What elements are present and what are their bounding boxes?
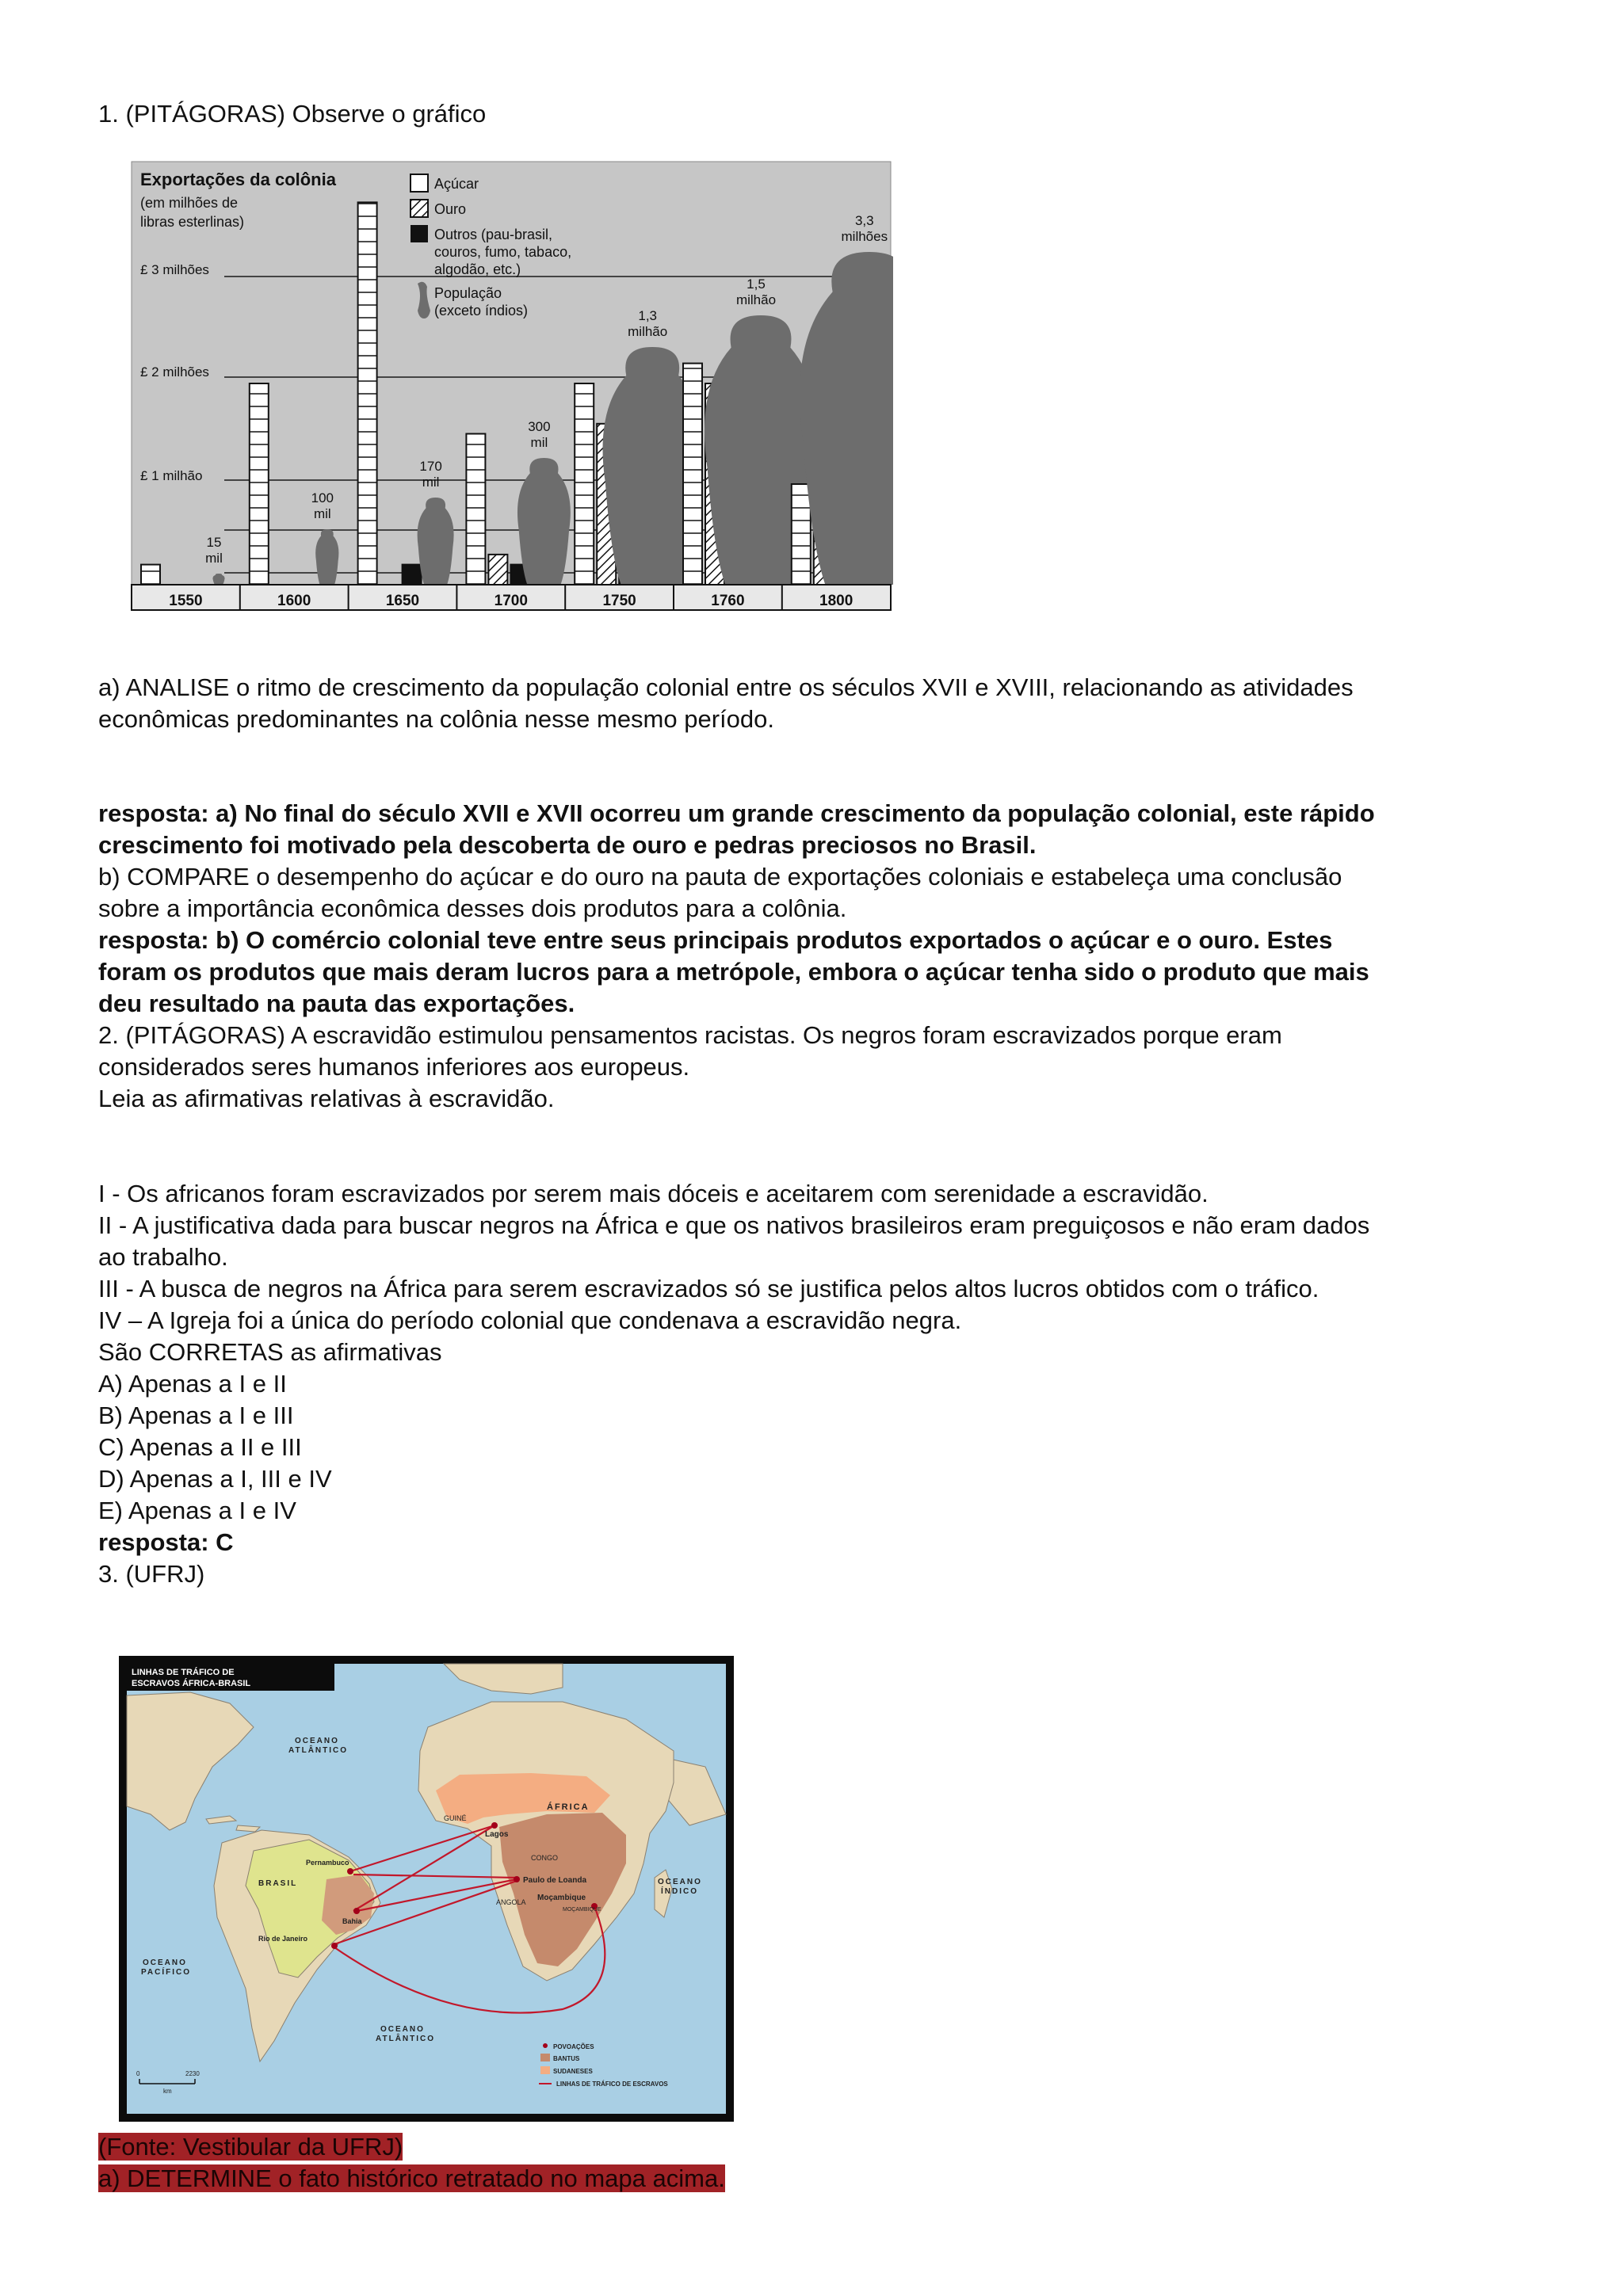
x-tick-label: 1760	[711, 593, 745, 609]
legend-population-label: (exceto índios)	[434, 303, 529, 318]
map-title-line2: ESCRAVOS ÁFRICA-BRASIL	[132, 1679, 251, 1688]
label-ocean-pacific: OCEANO	[143, 1958, 187, 1967]
population-label: 100	[311, 490, 334, 505]
x-tick-label: 1750	[602, 593, 636, 609]
label-brasil: BRASIL	[258, 1879, 298, 1888]
bar-sugar	[358, 202, 377, 585]
label-ocean-atlantic-south: ATLÂNTICO	[376, 2035, 436, 2043]
population-label: 3,3	[854, 213, 874, 228]
q2-option-e: E) Apenas a I e IV	[98, 1497, 296, 1524]
x-tick-label: 1600	[277, 593, 311, 609]
label-ocean-atlantic-north: OCEANO	[295, 1737, 339, 1745]
legend-sugar-label: Açúcar	[434, 176, 479, 192]
label-rio: Rio de Janeiro	[258, 1935, 308, 1943]
legend-sudaneses: SUDANESES	[553, 2068, 593, 2075]
label-pernambuco: Pernambuco	[306, 1859, 349, 1867]
slave-trade-map	[119, 1656, 734, 2122]
bar-sugar	[466, 434, 485, 585]
bar-sugar	[250, 383, 269, 585]
chart-subtitle-1: (em milhões de	[140, 195, 239, 211]
label-africa: ÁFRICA	[547, 1802, 590, 1812]
population-label: 1,5	[747, 277, 766, 292]
population-label: 300	[528, 419, 551, 434]
chart-subtitle-2: libras esterlinas)	[140, 214, 245, 230]
q1-question-b-line2: sobre a importância econômica desses dois produtos para a colônia.	[98, 894, 847, 922]
x-tick-label: 1700	[494, 593, 528, 609]
q3-source	[98, 2131, 403, 2163]
q1-answer-b-line2: foram os produtos que mais deram lucros para a metrópole, embora o açúcar tenha sido o produto que mais	[98, 958, 1369, 986]
x-tick-label: 1550	[169, 593, 203, 609]
label-lagos: Lagos	[485, 1830, 509, 1839]
label-bahia: Bahia	[342, 1917, 362, 1925]
population-label: 15	[206, 535, 222, 550]
label-mocambique: Moçambique	[537, 1894, 586, 1902]
q1-heading: 1. (PITÁGORAS) Observe o gráfico	[98, 100, 487, 128]
map-title-line1: LINHAS DE TRÁFICO DE	[132, 1668, 235, 1677]
q1-answer-b-line3: deu resultado na pauta das exportações.	[98, 990, 575, 1017]
q2-intro-line2: considerados seres humanos inferiores aos europeus.	[98, 1053, 690, 1081]
population-label: mil	[422, 475, 440, 490]
label-ocean-pacific: PACÍFICO	[141, 1968, 192, 1977]
q1-answer-a-line1: resposta: a) No final do século XVII e XVII ocorreu um grande crescimento da população colonial, este rápido	[98, 799, 1375, 827]
q2-intro-line1: 2. (PITÁGORAS) A escravidão estimulou pensamentos racistas. Os negros foram escravizados porque eram	[98, 1021, 1282, 1049]
population-label: milhões	[841, 229, 888, 244]
q2-option-c: C) Apenas a II e III	[98, 1433, 302, 1461]
scale-unit: km	[163, 2088, 172, 2095]
label-angola: ANGOLA	[496, 1898, 526, 1906]
q2-statement-iv: IV – A Igreja foi a única do período colonial que condenava a escravidão negra.	[98, 1306, 962, 1334]
q2-statement-ii-line1: II - A justificativa dada para buscar negros na África e que os nativos brasileiros eram preguiçosos e não eram dados	[98, 1211, 1370, 1239]
chart-title: Exportações da colônia	[140, 170, 336, 189]
population-label: 170	[419, 459, 442, 474]
label-ocean-atlantic-south: OCEANO	[380, 2025, 425, 2034]
q2-statement-i: I - Os africanos foram escravizados por serem mais dóceis e aceitarem com serenidade a escravidão.	[98, 1180, 1209, 1207]
q3-heading: 3. (UFRJ)	[98, 1560, 205, 1588]
population-label: 1,3	[638, 308, 658, 323]
legend-others-label: Outros (pau-brasil,	[434, 227, 553, 242]
q2-option-b: B) Apenas a I e III	[98, 1402, 294, 1429]
legend-swatch-others	[411, 225, 428, 242]
q2-statement-iii: III - A busca de negros na África para serem escravizados só se justifica pelos altos lucros obtidos com o tráfico.	[98, 1275, 1319, 1302]
scale-distance: 2230	[185, 2070, 200, 2077]
label-ocean-indian: OCEANO	[658, 1878, 702, 1886]
population-label: mil	[205, 551, 223, 566]
bar-sugar	[683, 364, 702, 585]
label-luanda: Paulo de Loanda	[523, 1876, 587, 1885]
scale-zero: 0	[136, 2070, 140, 2077]
q2-statement-ii-line2: ao trabalho.	[98, 1243, 228, 1271]
population-label: mil	[313, 506, 331, 521]
legend-others-label: algodão, etc.)	[434, 261, 521, 277]
bar-sugar	[575, 383, 594, 585]
legend-swatch-gold	[411, 200, 428, 217]
bar-sugar	[792, 484, 811, 585]
legend-gold-label: Ouro	[434, 201, 467, 217]
label-mocambique-region: MOÇAMBIQUE	[563, 1907, 601, 1913]
legend-others-label: couros, fumo, tabaco,	[434, 244, 572, 260]
q3-question-a-text: a) DETERMINE o fato histórico retratado no mapa acima.	[98, 2164, 725, 2192]
q2-option-d: D) Apenas a I, III e IV	[98, 1465, 332, 1493]
q1-question-a-line1: a) ANALISE o ritmo de crescimento da população colonial entre os séculos XVII e XVIII, relacionando as atividades	[98, 673, 1354, 701]
label-ocean-atlantic-north: ATLÂNTICO	[288, 1746, 349, 1755]
x-tick-label: 1800	[819, 593, 854, 609]
q1-question-a-line2: econômicas predominantes na colônia nesse mesmo período.	[98, 705, 774, 733]
bar-sugar	[141, 565, 160, 585]
exports-chart	[129, 141, 893, 616]
q2-stem: São CORRETAS as afirmativas	[98, 1338, 442, 1366]
legend-population-label: População	[434, 285, 502, 301]
legend-swatch-sugar	[411, 174, 428, 192]
label-ocean-indian: ÍNDICO	[661, 1887, 698, 1896]
y-tick-label: £ 1 milhão	[140, 468, 203, 483]
bar-others	[403, 565, 422, 585]
q1-question-b-line1: b) COMPARE o desempenho do açúcar e do ouro na pauta de exportações coloniais e estabeleça uma conclusão	[98, 863, 1342, 891]
legend-povoacoes: POVOAÇÕES	[553, 2043, 594, 2050]
q1-answer-a-line2: crescimento foi motivado pela descoberta de ouro e pedras preciosos no Brasil.	[98, 831, 1037, 859]
label-guine: GUINÉ	[444, 1814, 467, 1822]
q2-intro-line3: Leia as afirmativas relativas à escravidão.	[98, 1085, 555, 1112]
x-tick-label: 1650	[385, 593, 420, 609]
population-label: milhão	[735, 292, 777, 307]
bar-gold	[488, 555, 507, 585]
y-tick-label: £ 3 milhões	[140, 262, 209, 277]
population-label: milhão	[628, 324, 668, 339]
y-tick-label: £ 2 milhões	[140, 364, 209, 379]
q3-question-a	[98, 2163, 725, 2195]
q3-source-text: (Fonte: Vestibular da UFRJ)	[98, 2133, 403, 2161]
label-congo: CONGO	[531, 1854, 559, 1862]
legend-bantus: BANTUS	[553, 2055, 580, 2062]
legend-lines: LINHAS DE TRÁFICO DE ESCRAVOS	[556, 2081, 668, 2088]
q1-answer-b-line1: resposta: b) O comércio colonial teve entre seus principais produtos exportados o açúcar e o ouro. Estes	[98, 926, 1333, 954]
population-label: mil	[530, 435, 548, 450]
q2-option-a: A) Apenas a I e II	[98, 1370, 287, 1398]
q2-answer: resposta: C	[98, 1528, 234, 1556]
